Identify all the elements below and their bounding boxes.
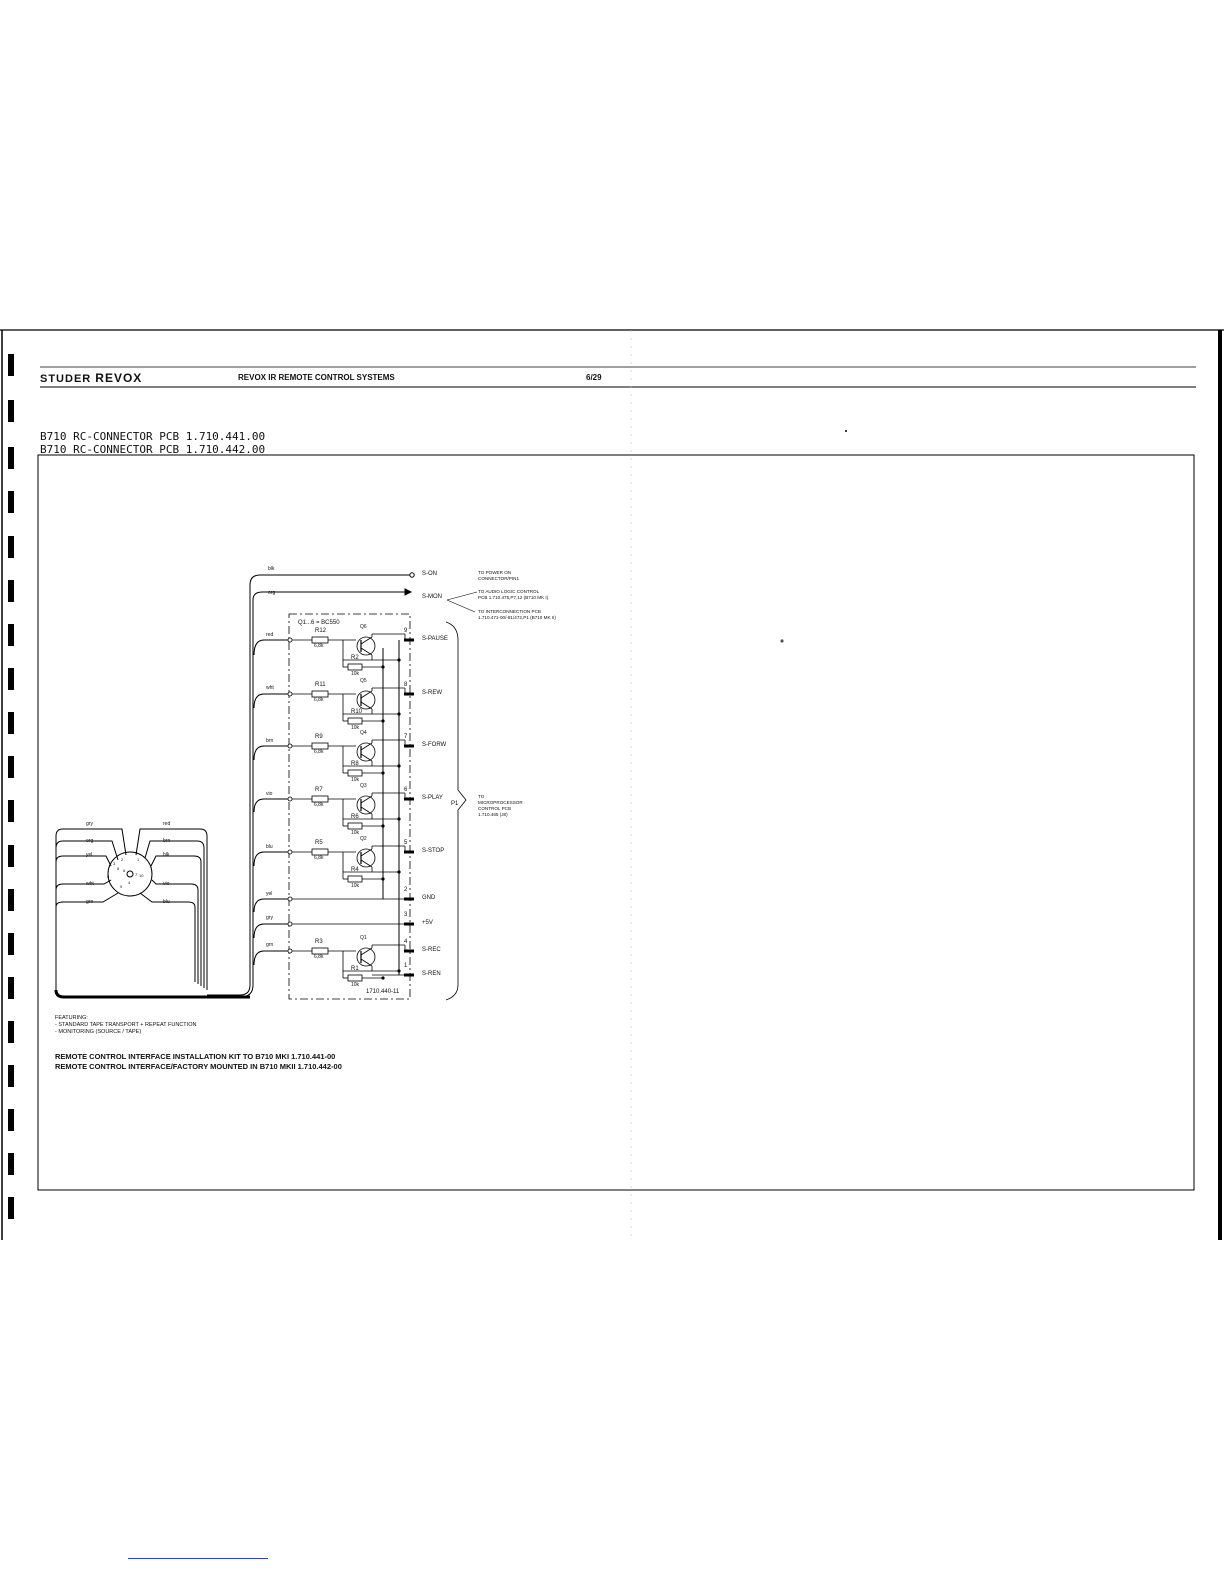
note-microprocessor: TO	[478, 794, 485, 799]
resistor-label: R8	[351, 761, 359, 767]
resistor-value: 10k	[351, 883, 360, 889]
din-pin-number: 5	[107, 874, 110, 879]
signal-label-sforw: S-FORW	[422, 742, 447, 748]
signal-label-srew: S-REW	[422, 690, 442, 696]
wire-color-gry: gry	[266, 915, 273, 921]
page-number: 6/29	[586, 373, 602, 382]
din-label-left: org	[86, 838, 94, 844]
din-pin-number: 6	[123, 868, 126, 873]
resistor-label: R10	[351, 709, 363, 715]
transistor-note: Q1...6 = BC550	[298, 620, 340, 626]
din-pin-number: 3	[113, 861, 116, 866]
logo-studer: STUDER	[40, 373, 92, 385]
pin-number: 3	[404, 912, 408, 918]
din-label-left: yel	[86, 852, 93, 858]
wire-color-vio: vio	[266, 791, 273, 797]
transistor-label: Q5	[360, 678, 367, 684]
pin-number: 8	[404, 682, 408, 688]
din-label-right: brn	[163, 838, 171, 844]
signal-label-son: S-ON	[422, 571, 437, 577]
pin-number: 7	[404, 734, 408, 740]
resistor-label: R12	[315, 628, 327, 634]
resistor-label: R9	[315, 734, 323, 740]
resistor-label: R4	[351, 867, 359, 873]
resistor-label: R11	[315, 682, 326, 688]
note-microprocessor: 1.710.465 (J8)	[478, 812, 508, 817]
din-pin-number: 4	[128, 880, 131, 885]
din-label-left: wht	[86, 881, 94, 887]
signal-label-sstop: S-STOP	[422, 848, 445, 854]
resistor-value: 10k	[351, 671, 360, 677]
logo-revox: REVOX	[95, 371, 143, 385]
signal-label-gnd: GND	[422, 895, 436, 901]
features-block	[55, 1015, 196, 1036]
resistor-value: 6,8k	[314, 697, 324, 703]
signal-label-sren: S-REN	[422, 971, 441, 977]
note-interconnection: TO INTERCONNECTION PCB	[478, 609, 541, 614]
din-pin-number: 2	[121, 857, 124, 862]
note-interconnection: 1.710.471-00/-81/472,P1 (B710 MK II)	[478, 615, 556, 620]
resistor-value: 6,8k	[314, 802, 324, 808]
transistor-label: Q6	[360, 624, 367, 630]
resistor-label: R2	[351, 655, 359, 661]
din-pin-number: 8	[117, 866, 120, 871]
bottom-rule	[128, 1558, 268, 1559]
resistor-value: 10k	[351, 777, 360, 783]
resistor-value: 6,8k	[314, 855, 324, 861]
wire-color-org: org	[268, 590, 276, 596]
din-pin-number: 10	[139, 873, 144, 878]
resistor-label: R5	[315, 840, 323, 846]
resistor-label: R3	[315, 939, 323, 945]
wire-color-grn: grn	[266, 942, 274, 948]
wire-color-blk: blk	[268, 566, 275, 572]
din-label-right: red	[163, 821, 171, 827]
note-microprocessor: MICROPROCESSOR	[478, 800, 523, 805]
note-audio-logic: TO AUDIO LOGIC CONTROL	[478, 589, 540, 594]
wire-color-brn: brn	[266, 738, 274, 744]
wire-color-wht: wht	[266, 685, 274, 691]
kit-line-1: REMOTE CONTROL INTERFACE INSTALLATION KIT TO B710 MKI 1.710.441-00	[55, 1052, 336, 1061]
note-power-on: TO POWER ON	[478, 570, 512, 575]
resistor-value: 10k	[351, 725, 360, 731]
connector-label: P1	[451, 801, 459, 807]
resistor-label: R7	[315, 787, 323, 793]
din-pin-number: 9	[120, 884, 123, 889]
signal-label-spause: S-PAUSE	[422, 636, 448, 642]
note-audio-logic: PCB 1.710.475,P7,12 (B710 MK I)	[478, 595, 549, 600]
pin-number: 2	[404, 887, 408, 893]
transistor-label: Q1	[360, 935, 367, 941]
din-label-right: blu	[163, 899, 170, 905]
feature-item: - STANDARD TAPE TRANSPORT + REPEAT FUNCTION	[55, 1022, 197, 1028]
resistor-label: R1	[351, 966, 359, 972]
features-heading: FEATURING:	[55, 1015, 88, 1021]
pin-number: 4	[404, 939, 408, 945]
signal-label-srec: S-REC	[422, 947, 441, 953]
din-pin-number: 7	[135, 872, 138, 877]
transistor-label: Q4	[360, 730, 367, 736]
document-title: REVOX IR REMOTE CONTROL SYSTEMS	[238, 373, 395, 382]
resistor-value: 6,8k	[314, 643, 324, 649]
kit-line-2: REMOTE CONTROL INTERFACE/FACTORY MOUNTED IN B710 MKII 1.710.442-00	[55, 1062, 342, 1071]
wire-color-red: red	[266, 632, 274, 638]
resistor-value: 10k	[351, 830, 360, 836]
pcb-title-1: B710 RC-CONNECTOR PCB 1.710.441.00	[40, 430, 266, 443]
din-label-left: grn	[86, 899, 94, 905]
note-microprocessor: CONTROL PCB	[478, 806, 512, 811]
pin-number: 6	[404, 787, 408, 793]
transistor-label: Q3	[360, 783, 367, 789]
pin-number: 9	[404, 628, 408, 634]
din-label-right: vio	[163, 881, 170, 887]
signal-label-smon: S-MON	[422, 594, 442, 600]
signal-label-5v: +5V	[422, 920, 433, 926]
pin-number: 5	[404, 840, 408, 846]
din-label-right: blk	[163, 852, 170, 858]
resistor-value: 10k	[351, 982, 360, 988]
transistor-label: Q2	[360, 836, 367, 842]
resistor-value: 6,8k	[314, 954, 324, 960]
feature-item: - MONITORING (SOURCE / TAPE)	[55, 1029, 142, 1035]
board-reference: 1710.440-11	[366, 989, 400, 995]
resistor-value: 6,8k	[314, 749, 324, 755]
signal-label-splay: S-PLAY	[422, 795, 443, 801]
din-label-left: gry	[86, 821, 93, 827]
wire-color-yel: yel	[266, 891, 273, 897]
pin-number: 1	[404, 963, 408, 969]
note-power-on: CONNECTOR/PIN1	[478, 576, 520, 581]
wire-color-blu: blu	[266, 844, 273, 850]
kit-block	[55, 1052, 342, 1072]
din-pin-number: 1	[137, 857, 140, 862]
resistor-label: R6	[351, 814, 359, 820]
pcb-title-2: B710 RC-CONNECTOR PCB 1.710.442.00	[40, 443, 266, 456]
